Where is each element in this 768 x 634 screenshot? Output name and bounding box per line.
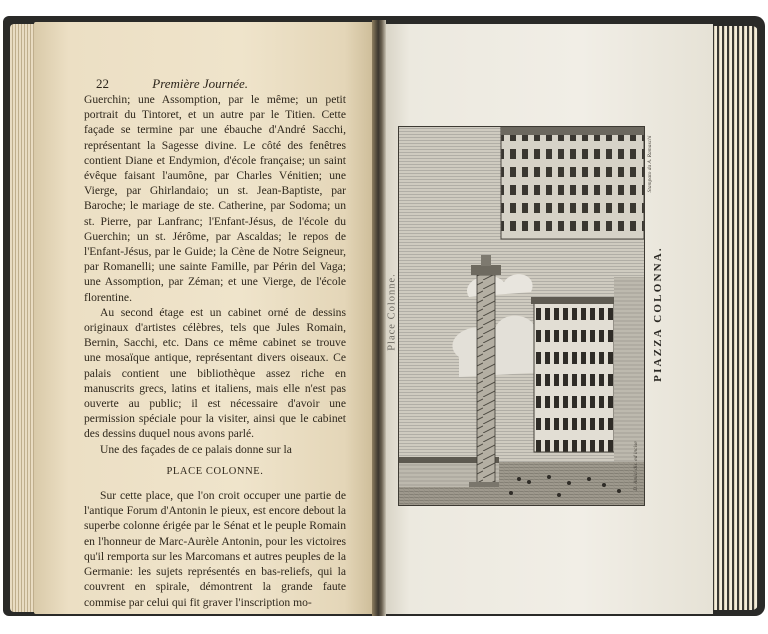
plate-caption-italian: PIAZZA COLONNA. [652, 246, 664, 382]
paragraph: Une des façades de ce palais donne sur la [100, 442, 292, 456]
body-text [84, 92, 346, 610]
paragraph: Au second étage est un cabinet orné de dessins originaux d'artistes célèbres, tels que Jules Romain, Bernin, Sacchi, etc. Dans ce même cabinet se trouve une mosaïque antique, représentant divers oiseaux. Ce palais contient une bibliothèque assez riche en manuscrits grecs, latins et italiens, mais elle n'est pas ouverte au public; il est nécessaire d'avoir une permission spéciale pour la visiter, ainsi que le cabinet des dessins duquel nous avons parlé. [84, 305, 346, 441]
running-title: Première Journée. [152, 76, 249, 91]
section-heading: PLACE COLONNE. [166, 465, 264, 477]
plate-credit-draftsman: D. Amici dis. ed incise [633, 441, 639, 491]
running-header [96, 76, 248, 92]
engraving-plate [398, 126, 645, 506]
book-gutter [372, 20, 386, 616]
plate-caption-french: Place Colonne. [386, 273, 398, 351]
plate-credit-printer: Stampato da A. Ramaschi [647, 135, 653, 193]
paragraph: Guerchin; une Assomption, par le même; un petit portrait du Tintoret, et un autre par le Titien. Cette façade se termine par une ébauche d'André Sacchi, représentant la Sagesse divine. Le côté des fenêtres contient Diane et Endymion, d'école française; un saint évêque faisant l'aumône, par Charles Vénitien; une Vierge, par Ghirlandaio; un st. Jean-Baptiste, par Baroche; le mariage de ste. Catherine, par Sodoma; un st. Pierre, par Lanfranc; l'Enfant-Jésus, de l'école du Guerchin; un st. Jérôme, par Ascaldas; le repos de l'Enfant-Jésus, par le Guide; la Cène de Notre Seigneur, par Romanelli; une sainte Famille, par Périn del Vaga; une Assomption, par Zéman; et une Vierge, de l'école florentine. [84, 93, 346, 304]
page-number: 22 [96, 76, 109, 91]
paragraph: Sur cette place, que l'on croit occuper une partie de l'antique Forum d'Antonin le pieux, est encore debout la superbe colonne érigée par le Sénat et le peuple Romain en l'honneur de Marc-Aurèle Antonin, pour les victoires qu'il remporta sur les Marcomans et autres peuples de la Germanie: les sujets représentés en bas-reliefs, qui la couvrent en spirale, démontrent la grande faute commise par celui qui fit graver l'inscription mo- [84, 489, 346, 609]
engraving-illustration [399, 127, 644, 505]
